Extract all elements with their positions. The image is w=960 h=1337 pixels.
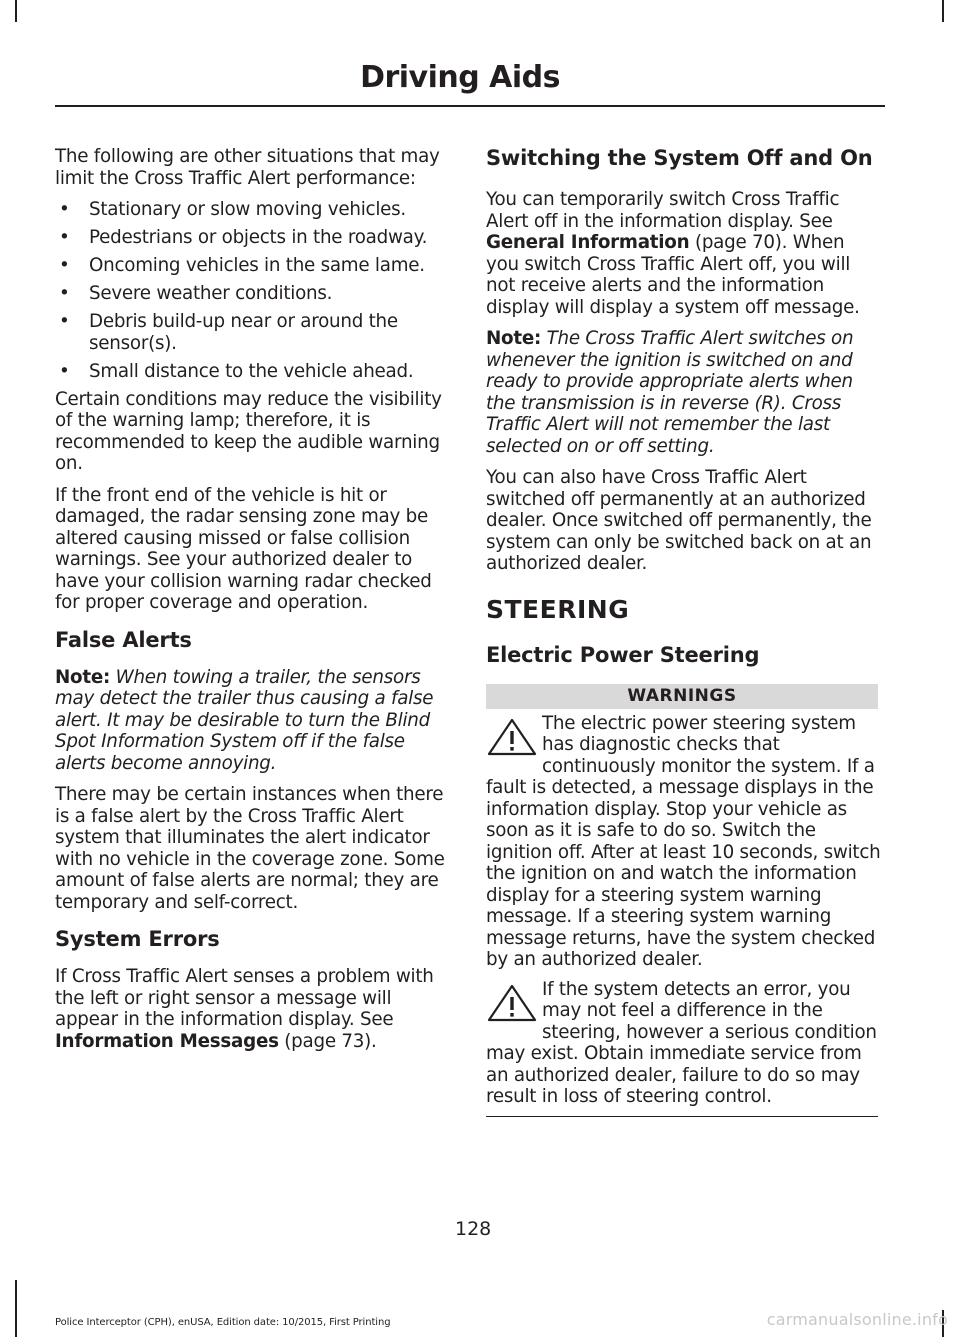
dealer-paragraph: You can also have Cross Traffic Alert switched off permanently at an authorized dealer. Once switched off permanently, the system can only be switched back on at an authorized dealer. <box>486 467 872 574</box>
switching-note <box>486 328 881 457</box>
edition-footer: Police Interceptor (CPH), enUSA, Edition date: 10/2015, First Printing <box>55 1317 391 1328</box>
switching-text-start: You can temporarily switch Cross Traffic Alert off in the information display. See <box>486 189 840 232</box>
warning-triangle-icon <box>486 717 538 757</box>
note-label: Note: <box>55 666 111 688</box>
switching-heading: Switching the System Off and On <box>486 146 873 170</box>
front-end-paragraph: If the front end of the vehicle is hit or damaged, the radar sensing zone may be altered causing missed or false collision warnings. See your authorized dealer to have your collision warning radar checked for proper coverage and operation. <box>55 484 432 613</box>
false-alerts-paragraph: There may be certain instances when there is a false alert by the Cross Traffic Alert system that illuminates the alert indicator with no vehicle in the coverage zone. Some amount of false alerts are normal; they are temporary and self-correct. <box>55 784 445 913</box>
crop-mark-bottom-left <box>15 1280 17 1337</box>
note-body: The Cross Traffic Alert switches on whenever the ignition is switched on and ready to provide appropriate alerts when the transmission is in reverse (R). Cross Traffic Alert will not remember the last selected on or off setting. <box>486 328 854 457</box>
warnings-end-divider <box>486 1116 878 1118</box>
warning-triangle-icon <box>486 983 538 1023</box>
intro-paragraph: The following are other situations that may limit the Cross Traffic Alert performance: <box>55 146 440 189</box>
page-number: 128 <box>455 1218 492 1240</box>
crop-mark-top-right <box>942 0 944 22</box>
switching-text-end: (page 70). When you switch Cross Traffic Alert off, you will not receive alerts and the information display will display a system off message. <box>486 232 860 318</box>
list-item: • Severe weather conditions. <box>55 283 450 305</box>
system-errors-text: If Cross Traffic Alert senses a problem with the left or right sensor a message will appear in the information display. See <box>55 966 434 1030</box>
eps-heading: Electric Power Steering <box>486 642 760 667</box>
false-alerts-note <box>55 667 450 775</box>
warning-text: If the system detects an error, you may not feel a difference in the steering, however a serious condition may exist. Obtain immediate service from an authorized dealer, failure to do so may result in loss of steering control. <box>486 978 877 1107</box>
steering-heading: STEERING <box>486 594 630 624</box>
system-errors-heading: System Errors <box>55 927 220 951</box>
crop-mark-top-left <box>15 0 17 22</box>
system-errors-paragraph <box>55 966 450 1052</box>
visibility-paragraph: Certain conditions may reduce the visibility of the warning lamp; therefore, it is recommended to keep the audible warning on. <box>55 388 442 474</box>
list-item: • Stationary or slow moving vehicles. <box>55 199 450 221</box>
page-title: Driving Aids <box>360 60 560 95</box>
list-item: • Debris build-up near or around the sensor(s). <box>55 311 450 354</box>
page-reference: (page 73). <box>284 1030 377 1052</box>
left-column <box>55 146 450 1062</box>
warning-item <box>486 713 881 971</box>
warning-item <box>486 979 881 1108</box>
warnings-banner: WARNINGS <box>486 684 878 709</box>
list-item: • Small distance to the vehicle ahead. <box>55 361 450 383</box>
general-information-link[interactable]: General Information <box>486 232 690 253</box>
note-body: When towing a trailer, the sensors may detect the trailer thus causing a false alert. It may be desirable to turn the Blind Spot Information System off if the false alerts become annoying. <box>55 666 434 774</box>
header-divider <box>55 105 885 107</box>
information-messages-link[interactable]: Information Messages <box>55 1030 279 1052</box>
list-item: • Pedestrians or objects in the roadway. <box>55 227 450 249</box>
list-item: • Oncoming vehicles in the same lame. <box>55 255 450 277</box>
note-label: Note: <box>486 328 542 349</box>
right-column <box>486 146 881 1117</box>
warning-text: The electric power steering system has diagnostic checks that continuously monitor the system. If a fault is detected, a message displays in the information display. Stop your vehicle as soon as it is safe to do so. Switch the ignition off. After at least 10 seconds, switch the ignition on and watch the information display for a steering system warning message. If a steering system warning message returns, have the system checked by an authorized dealer. <box>486 712 881 970</box>
limitations-list <box>55 199 450 382</box>
false-alerts-heading: False Alerts <box>55 627 192 652</box>
watermark: carmanualsonline.info <box>766 1310 948 1329</box>
switching-paragraph <box>486 189 881 318</box>
